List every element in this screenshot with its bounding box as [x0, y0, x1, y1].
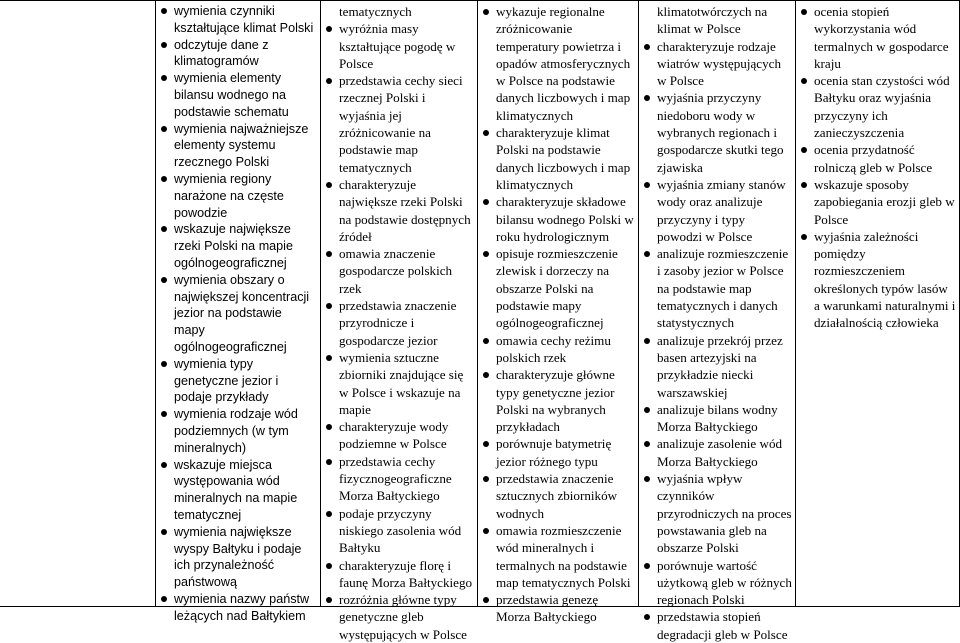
list-item-text: przedstawia cechy sieci rzecznej Polski i wyjaśnia jej zróżnicowanie na podstawie map tematycznych [339, 73, 463, 175]
bullet-icon [326, 26, 332, 32]
bullet-icon [161, 42, 167, 48]
list-item-text: wymienia regiony narażone na częste powodzie [174, 171, 284, 220]
bullet-icon [644, 251, 650, 257]
bullet-icon [326, 303, 332, 309]
list-item [480, 124, 635, 193]
bullet-icon [161, 411, 167, 417]
list-item [480, 245, 635, 331]
list-item [641, 38, 792, 90]
list-item-text: przedstawia cechy fizycznogeograficzne Morza Bałtyckiego [339, 453, 452, 504]
bullet-icon [326, 78, 332, 84]
bullet-icon [161, 277, 167, 283]
bullet-icon [161, 596, 167, 602]
list-item-text: wymienia rodzaje wód podziemnych (w tym mineralnych) [174, 407, 298, 455]
bullet-icon [161, 8, 167, 14]
list-item-text: wymienia sztuczne zbiorniki znajdujące się w Polsce i wskazuje na mapie [339, 349, 464, 417]
bullet-icon [483, 251, 489, 257]
list-item [641, 245, 792, 331]
list-item-text: przedstawia znaczenie sztucznych zbiorników wodnych [496, 471, 618, 521]
list-item-text: charakteryzuje składowe bilansu wodnego Polski w roku hydrologicznym [496, 194, 634, 244]
list-item-text: wyjaśnia zależności pomiędzy rozmieszczeniem określonych typów lasów a warunkami naturalnymi i działalnością człowieka [814, 228, 956, 331]
list-item-text: wskazuje miejsca występowania wód mineralnych na mapie tematycznej [174, 457, 298, 522]
column-3 [477, 1, 638, 625]
list-item-text: omawia rozmieszczenie wód mineralnych i termalnych na podstawie map tematycznych Polski [496, 522, 631, 590]
bullet-icon [801, 147, 807, 153]
list-item [158, 3, 316, 37]
column-4 [638, 1, 795, 642]
bullet-icon [161, 126, 167, 132]
list-item [323, 349, 474, 418]
list-item-text: wymienia najważniejsze elementy systemu rzecznego Polski [174, 121, 309, 170]
bullet-icon [326, 563, 332, 569]
column-2-continuation: tematycznych [339, 4, 412, 19]
list-item-text: wykazuje regionalne zróżnicowanie temperatury powietrza i opadów atmosferycznych w Polsce na podstawie danych liczbowych i map klimatycznych [496, 4, 631, 123]
list-item [158, 171, 316, 221]
list-item [641, 608, 792, 643]
list-item [323, 245, 474, 297]
list-item-text: wymienia czynniki kształtujące klimat Polski [174, 4, 314, 35]
column-1 [155, 1, 320, 623]
bullet-icon [483, 476, 489, 482]
bullet-icon [161, 226, 167, 232]
list-item [158, 406, 316, 456]
list-item [641, 470, 792, 556]
list-item [323, 591, 474, 643]
list-item [158, 457, 316, 524]
list-item-text: ocenia przydatność rolniczą gleb w Polsce [814, 142, 933, 175]
bullet-icon [644, 407, 650, 413]
bullet-icon [801, 234, 807, 240]
list-item-text: charakteryzuje wody podziemne w Polsce [339, 419, 449, 452]
list-item [480, 435, 635, 470]
list-item [480, 522, 635, 591]
bullet-icon [483, 528, 489, 534]
list-item [798, 228, 956, 332]
bullet-icon [644, 95, 650, 101]
bullet-icon [644, 441, 650, 447]
list-item [641, 401, 792, 436]
list-item-text: charakteryzuje największe rzeki Polski na podstawie dostępnych źródeł [339, 176, 471, 244]
list-item-text: podaje przyczyny niskiego zasolenia wód Bałtyku [339, 505, 462, 556]
list-item [480, 591, 635, 626]
list-item [158, 591, 316, 625]
list-item-text: analizuje bilans wodny Morza Bałtyckiego [657, 401, 778, 435]
list-item [158, 524, 316, 591]
bullet-icon [161, 75, 167, 81]
list-item-text: omawia znaczenie gospodarcze polskich rzek [339, 246, 453, 296]
list-item [323, 418, 474, 453]
bullet-icon [483, 9, 489, 15]
bullet-icon [483, 199, 489, 205]
list-item-text: analizuje zasolenie wód Morza Bałtyckiego [657, 436, 783, 469]
column-4-continuation: klimatotwórczych na klimat w Polsce [657, 4, 768, 37]
list-item-text: wymienia nazwy państw leżących nad Bałtykiem [174, 591, 310, 623]
list-item-text: porównuje batymetrię jezior różnego typu [496, 436, 612, 469]
bullet-icon [483, 338, 489, 344]
list-item [641, 89, 792, 175]
list-item-text: przedstawia stopień degradacji gleb w Polsce [657, 609, 788, 642]
list-item [323, 505, 474, 557]
list-item-text: wymienia obszary o największej koncentracji jezior na podstawie mapy ogólnogeograficznej [174, 272, 310, 354]
bullet-icon [326, 424, 332, 430]
bullet-icon [801, 182, 807, 188]
list-item [480, 193, 635, 245]
list-item-text: charakteryzuje rodzaje wiatrów występujących w Polsce [657, 38, 781, 89]
list-item-text: wymienia największe wyspy Bałtyku i podaje ich przynależność państwową [174, 524, 302, 590]
list-item [798, 141, 956, 176]
bullet-icon [483, 130, 489, 136]
column-5 [795, 1, 960, 606]
list-item-text: wymienia typy genetyczne jezior i podaje przykłady [174, 356, 279, 405]
bullet-icon [483, 597, 489, 603]
list-item-text: ocenia stan czystości wód Bałtyku oraz wyjaśnia przyczyny ich zanieczyszczenia [814, 73, 950, 141]
list-item [323, 453, 474, 505]
list-item [158, 37, 316, 71]
list-item [158, 121, 316, 171]
column-4-list [641, 38, 792, 643]
bullet-icon [644, 182, 650, 188]
bullet-icon [644, 338, 650, 344]
bullet-icon [161, 462, 167, 468]
list-item [480, 470, 635, 522]
bullet-icon [326, 251, 332, 257]
list-item [158, 70, 316, 120]
list-item [158, 356, 316, 406]
list-item-text: porównuje wartość użytkową gleb w różnych regionach Polski [657, 557, 792, 608]
bullet-icon [326, 511, 332, 517]
list-item [480, 3, 635, 124]
list-item-text: wskazuje sposoby zapobiegania erozji gleb w Polsce [814, 176, 955, 227]
list-item [480, 366, 635, 435]
column-2 [320, 1, 477, 642]
list-item-text: wyjaśnia zmiany stanów wody oraz analizuje przyczyny i typy powodzi w Polsce [657, 176, 786, 244]
list-item [641, 435, 792, 470]
list-item-text: analizuje przekrój przez basen artezyjski na przykładzie niecki warszawskiej [657, 332, 783, 400]
list-item-text: charakteryzuje główne typy genetyczne jezior Polski na wybranych przykładach [496, 367, 615, 435]
bullet-icon [326, 355, 332, 361]
column-5-list [798, 3, 956, 332]
list-item [798, 3, 956, 72]
list-item-text: wyróżnia masy kształtujące pogodę w Polsce [339, 21, 456, 71]
bullet-icon [326, 459, 332, 465]
bullet-icon [326, 597, 332, 603]
list-item-text: wyjaśnia przyczyny niedoboru wody w wybranych regionach i gospodarcze skutki tego zjawiska [657, 90, 784, 175]
list-item [798, 176, 956, 228]
list-item [641, 332, 792, 401]
list-item [158, 221, 316, 271]
list-item-text: opisuje rozmieszczenie zlewisk i dorzeczy na obszarze Polski na podstawie mapy ogólnogeograficznej [496, 246, 618, 331]
list-item-text: przedstawia genezę Morza Bałtyckiego [496, 592, 599, 625]
list-item [480, 332, 635, 367]
list-item-text: analizuje rozmieszczenie i zasoby jezior w Polsce na podstawie map tematycznych i danych statystycznych [657, 246, 789, 331]
list-item-text: charakteryzuje klimat Polski na podstawie danych liczbowych i map klimatycznych [496, 125, 631, 192]
list-item [323, 176, 474, 245]
bullet-icon [483, 441, 489, 447]
bullet-icon [801, 9, 807, 15]
bullet-icon [161, 176, 167, 182]
list-item [323, 297, 474, 349]
list-item-text: wyjaśnia wpływ czynników przyrodniczych na proces powstawania gleb na obszarze Polski [657, 471, 792, 556]
list-item-text: wymienia elementy bilansu wodnego na podstawie schematu [174, 71, 289, 119]
list-item-text: charakteryzuje florę i faunę Morza Bałtyckiego [339, 557, 473, 590]
column-2-list [323, 20, 474, 643]
bullet-icon [644, 563, 650, 569]
list-item [641, 557, 792, 609]
bullet-icon [801, 78, 807, 84]
list-item-text: wskazuje największe rzeki Polski na mapie ogólnogeograficznej [174, 222, 293, 270]
list-item-text: rozróżnia główne typy genetyczne gleb występujących w Polsce [339, 592, 467, 642]
column-1-list [158, 3, 316, 624]
list-item-text: ocenia stopień wykorzystania wód termalnych w gospodarce kraju [814, 4, 949, 71]
list-item [158, 272, 316, 356]
list-item [323, 20, 474, 72]
list-item-text: odczytuje dane z klimatogramów [174, 37, 269, 69]
bullet-icon [483, 372, 489, 378]
bullet-icon [644, 476, 650, 482]
column-3-list [480, 3, 635, 626]
list-item [323, 557, 474, 592]
bullet-icon [326, 182, 332, 188]
list-item [323, 72, 474, 176]
list-item [798, 72, 956, 141]
bullet-icon [644, 614, 650, 620]
list-item-text: przedstawia znaczenie przyrodnicze i gospodarcze jezior [339, 298, 457, 348]
bullet-icon [161, 361, 167, 367]
list-item-text: omawia cechy reżimu polskich rzek [496, 332, 611, 365]
list-item [641, 176, 792, 245]
bullet-icon [644, 44, 650, 50]
bullet-icon [161, 529, 167, 535]
